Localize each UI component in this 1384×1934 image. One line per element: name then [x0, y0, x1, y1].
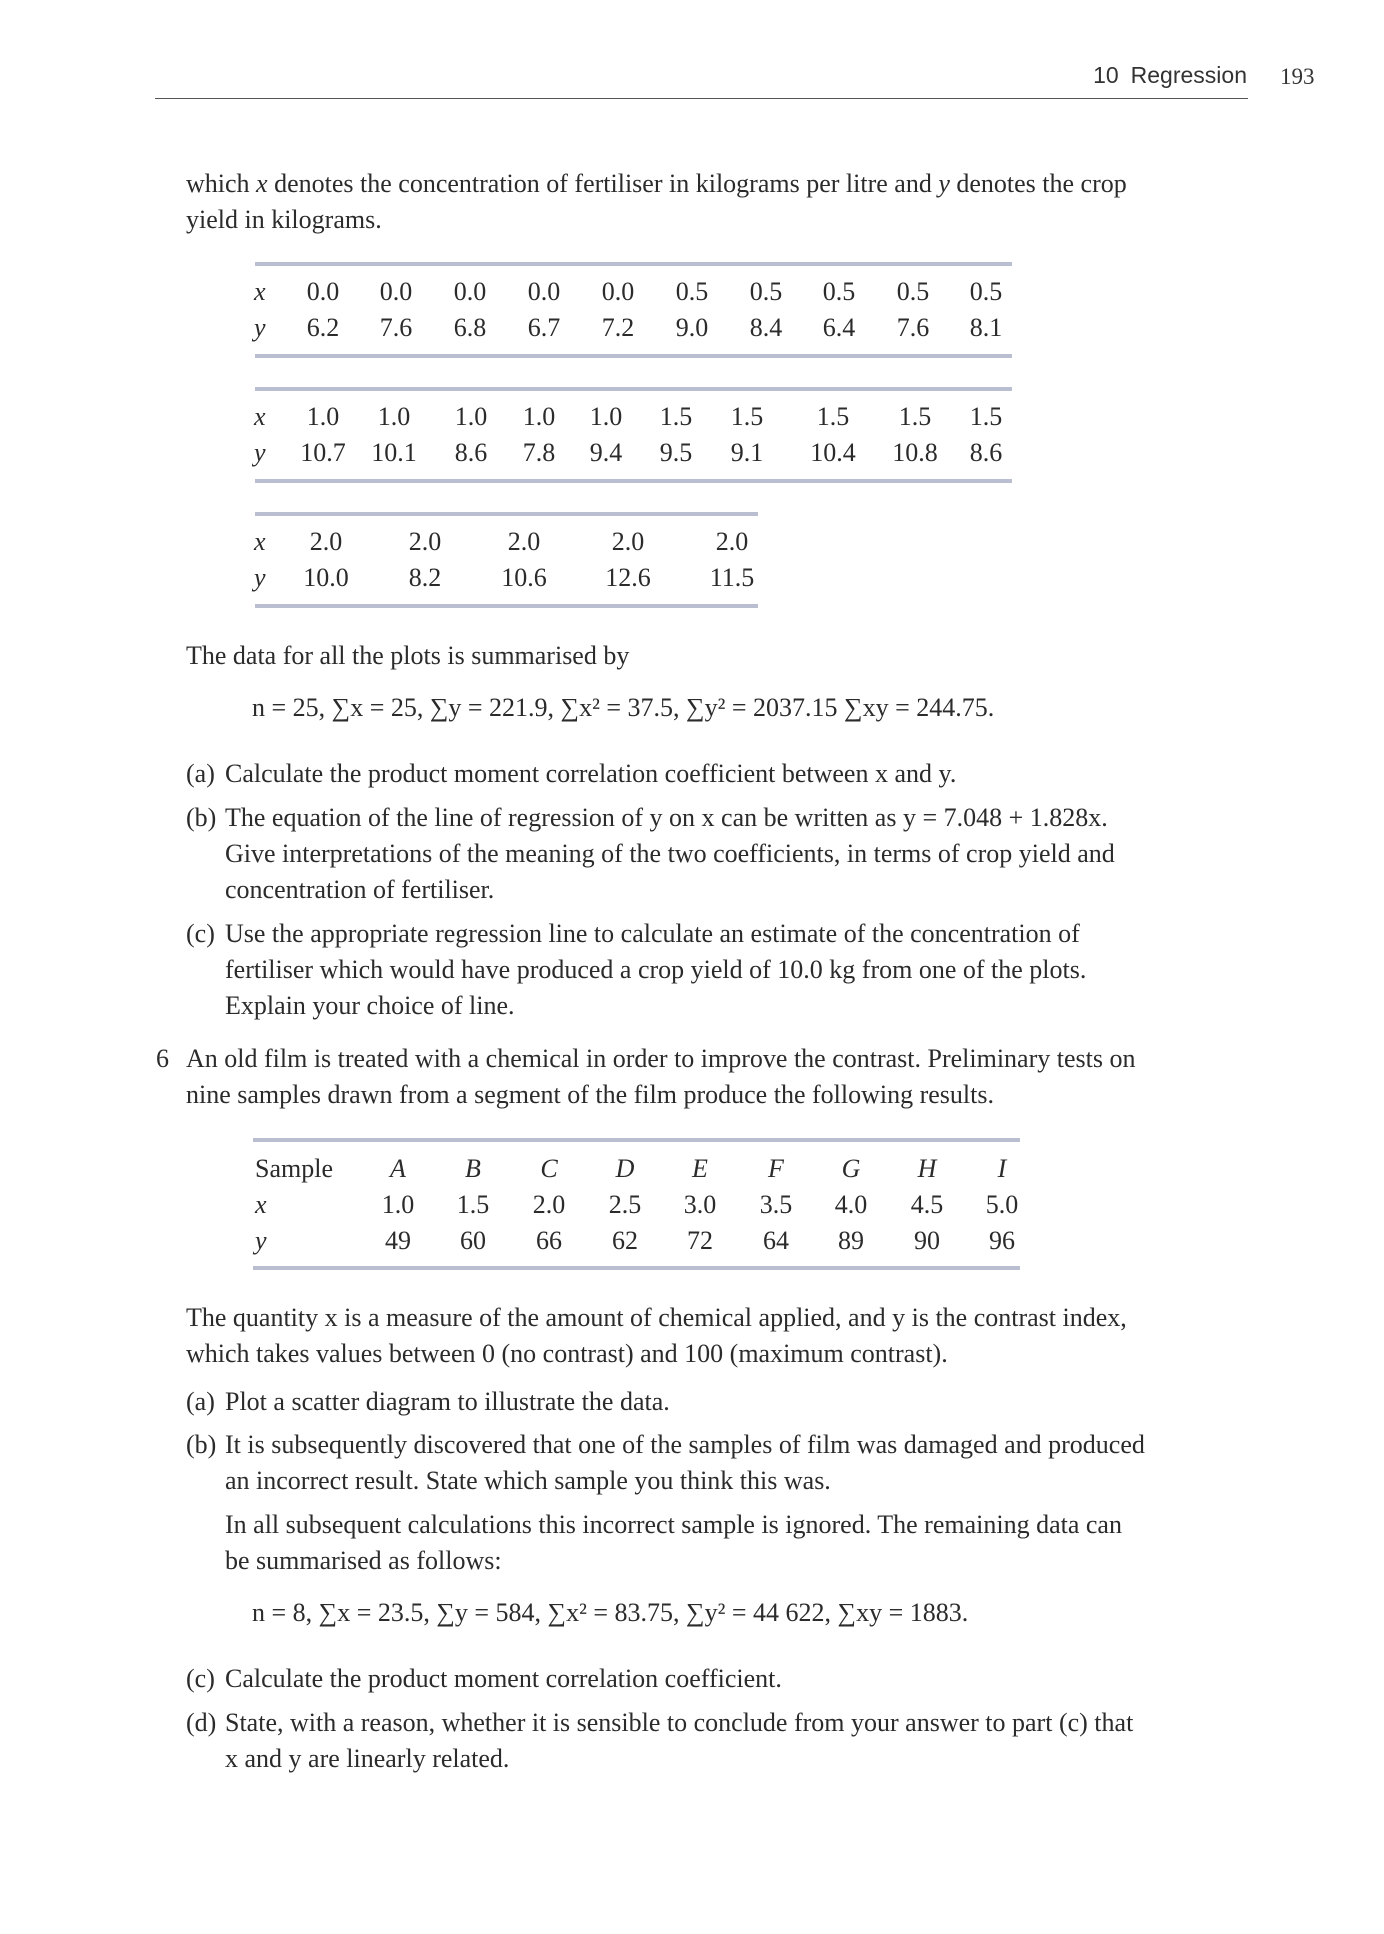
- part-text: Plot a scatter diagram to illustrate the data.: [225, 1387, 670, 1416]
- table-cell: 0.5: [822, 277, 856, 306]
- part-line: Use the appropriate regression line to calculate an estimate of the concentration of: [225, 919, 1080, 948]
- header-rule: [155, 98, 1248, 99]
- table-bottom-rule: [255, 479, 1012, 483]
- part-label: (b): [186, 803, 217, 832]
- row-label-sample: Sample: [255, 1154, 333, 1183]
- part-label: (d): [186, 1708, 217, 1737]
- intro-line-2: yield in kilograms.: [186, 205, 382, 234]
- table-cell: 1.0: [589, 402, 623, 431]
- part-line: The equation of the line of regression of y on x can be written as y = 7.048 + 1.828x.: [225, 803, 1108, 832]
- part-line: It is subsequently discovered that one of the samples of film was damaged and produced: [225, 1430, 1145, 1459]
- chapter-number: 10: [1093, 62, 1119, 88]
- sample-header-cell: I: [997, 1154, 1007, 1183]
- table-top-rule: [253, 1138, 1020, 1142]
- part-label: (c): [186, 1664, 215, 1693]
- table-cell: 4.5: [910, 1190, 944, 1219]
- part-line: an incorrect result. State which sample you think this was.: [225, 1466, 831, 1495]
- table-cell: 0.0: [453, 277, 487, 306]
- table-cell: 8.6: [969, 438, 1003, 467]
- table-cell: 4.0: [834, 1190, 868, 1219]
- table-cell: 62: [612, 1226, 638, 1255]
- sample-header-cell: D: [615, 1154, 635, 1183]
- table-cell: 2.5: [608, 1190, 642, 1219]
- table-cell: 1.5: [898, 402, 932, 431]
- q6-description: [186, 1300, 1256, 1372]
- table-cell: 10.0: [303, 563, 349, 592]
- part-line: Explain your choice of line.: [225, 991, 515, 1020]
- table-cell: 6.7: [527, 313, 561, 342]
- table-cell: 66: [536, 1226, 562, 1255]
- sample-header-cell: A: [390, 1154, 406, 1183]
- table-cell: 64: [763, 1226, 789, 1255]
- table-cell: 8.6: [454, 438, 488, 467]
- sample-header-cell: B: [465, 1154, 481, 1183]
- table-cell: 89: [838, 1226, 864, 1255]
- part-label: (b): [186, 1430, 217, 1459]
- row-label-x: x: [254, 277, 266, 306]
- sample-header-cell: H: [917, 1154, 937, 1183]
- table-cell: 1.0: [306, 402, 340, 431]
- question-part-b: [186, 800, 1256, 908]
- table-cell: 0.0: [601, 277, 635, 306]
- sample-header-cell: F: [768, 1154, 784, 1183]
- desc-line-1: The quantity x is a measure of the amount of chemical applied, and y is the contrast index,: [186, 1303, 1127, 1332]
- table-cell: 7.6: [379, 313, 413, 342]
- table-cell: 8.2: [408, 563, 442, 592]
- sample-header-cell: G: [841, 1154, 861, 1183]
- q6-summary-formula: n = 8, ∑x = 23.5, ∑y = 584, ∑x² = 83.75, ∑y² = 44 622, ∑xy = 1883.: [252, 1598, 969, 1627]
- intro-text-b: denotes the concentration of fertiliser in kilograms per litre and: [267, 169, 939, 198]
- table-cell: 9.0: [675, 313, 709, 342]
- table-cell: 2.0: [715, 527, 749, 556]
- part-label: (c): [186, 919, 215, 948]
- table-cell: 9.4: [589, 438, 623, 467]
- part-label: (a): [186, 759, 215, 788]
- intro-paragraph: [186, 166, 1256, 238]
- table-cell: 0.0: [379, 277, 413, 306]
- row-label-y: y: [254, 438, 266, 467]
- table-cell: 1.0: [454, 402, 488, 431]
- row-label-y: y: [254, 313, 266, 342]
- table-cell: 10.7: [300, 438, 346, 467]
- table-cell: 8.1: [969, 313, 1003, 342]
- table-cell: 0.5: [675, 277, 709, 306]
- table-cell: 0.5: [749, 277, 783, 306]
- row-label-y: y: [255, 1226, 267, 1255]
- question-part-a: [186, 756, 1256, 792]
- summary-formula: n = 25, ∑x = 25, ∑y = 221.9, ∑x² = 37.5, ∑y² = 2037.15 ∑xy = 244.75.: [252, 693, 995, 722]
- part-line: be summarised as follows:: [225, 1546, 502, 1575]
- table-top-rule: [255, 387, 1012, 391]
- table-cell: 1.0: [522, 402, 556, 431]
- table-cell: 3.5: [759, 1190, 793, 1219]
- q6-part-d: [186, 1705, 1256, 1777]
- table-cell: 7.6: [896, 313, 930, 342]
- part-line: x and y are linearly related.: [225, 1744, 510, 1773]
- row-label-x: x: [254, 527, 266, 556]
- table-cell: 0.5: [896, 277, 930, 306]
- table-cell: 1.5: [456, 1190, 490, 1219]
- running-header: [1093, 62, 1247, 89]
- chapter-title: Regression: [1130, 62, 1247, 88]
- q6-part-b: [186, 1427, 1256, 1579]
- table-cell: 0.5: [969, 277, 1003, 306]
- page-number: 193: [1280, 64, 1315, 89]
- sample-header-cell: C: [540, 1154, 558, 1183]
- table-cell: 1.0: [381, 1190, 415, 1219]
- question-part-c: [186, 916, 1256, 1024]
- table-cell: 1.5: [816, 402, 850, 431]
- table-cell: 6.4: [822, 313, 856, 342]
- intro-var-y: y: [938, 169, 950, 198]
- desc-line-2: which takes values between 0 (no contrast) and 100 (maximum contrast).: [186, 1339, 948, 1368]
- table-cell: 2.0: [611, 527, 645, 556]
- table-cell: 9.1: [730, 438, 764, 467]
- table-cell: 60: [460, 1226, 486, 1255]
- table-cell: 49: [385, 1226, 411, 1255]
- table-cell: 9.5: [659, 438, 693, 467]
- table-cell: 10.4: [810, 438, 856, 467]
- table-cell: 2.0: [507, 527, 541, 556]
- table-cell: 10.8: [892, 438, 938, 467]
- table-cell: 2.0: [408, 527, 442, 556]
- q6-part-a: [186, 1384, 1256, 1420]
- table-cell: 72: [687, 1226, 713, 1255]
- table-cell: 10.6: [501, 563, 547, 592]
- part-line: fertiliser which would have produced a crop yield of 10.0 kg from one of the plots.: [225, 955, 1087, 984]
- table-top-rule: [255, 512, 758, 516]
- table-cell: 96: [989, 1226, 1015, 1255]
- row-label-x: x: [255, 1190, 267, 1219]
- table-cell: 0.0: [527, 277, 561, 306]
- part-line: concentration of fertiliser.: [225, 875, 495, 904]
- table-cell: 90: [914, 1226, 940, 1255]
- table-cell: 1.5: [730, 402, 764, 431]
- q6-line-2: nine samples drawn from a segment of the film produce the following results.: [186, 1080, 994, 1109]
- table-cell: 10.1: [371, 438, 417, 467]
- part-line: Give interpretations of the meaning of the two coefficients, in terms of crop yield and: [225, 839, 1115, 868]
- table-cell: 8.4: [749, 313, 783, 342]
- q6-line-1: An old film is treated with a chemical in order to improve the contrast. Preliminary tests on: [186, 1044, 1136, 1073]
- table-cell: 2.0: [309, 527, 343, 556]
- table-top-rule: [255, 262, 1012, 266]
- table-bottom-rule: [255, 354, 1012, 358]
- table-cell: 6.2: [306, 313, 340, 342]
- table-cell: 6.8: [453, 313, 487, 342]
- part-text: Calculate the product moment correlation coefficient.: [225, 1664, 782, 1693]
- question-6-intro: [186, 1041, 1256, 1113]
- table-bottom-rule: [253, 1266, 1020, 1270]
- table-cell: 11.5: [709, 563, 755, 592]
- intro-text-a: which: [186, 169, 257, 198]
- part-label: (a): [186, 1387, 215, 1416]
- table-cell: 2.0: [532, 1190, 566, 1219]
- table-cell: 1.0: [377, 402, 411, 431]
- part-line: In all subsequent calculations this incorrect sample is ignored. The remaining data can: [225, 1510, 1122, 1539]
- table-cell: 7.2: [601, 313, 635, 342]
- table-bottom-rule: [255, 604, 758, 608]
- row-label-x: x: [254, 402, 266, 431]
- summary-text: The data for all the plots is summarised by: [186, 641, 630, 670]
- table-cell: 5.0: [985, 1190, 1019, 1219]
- intro-var-x: x: [256, 169, 268, 198]
- part-text: Calculate the product moment correlation coefficient between x and y.: [225, 759, 957, 788]
- table-cell: 0.0: [306, 277, 340, 306]
- intro-text-c: denotes the crop: [949, 169, 1127, 198]
- table-cell: 1.5: [969, 402, 1003, 431]
- sample-header-cell: E: [692, 1154, 708, 1183]
- q6-part-c: [186, 1661, 1256, 1697]
- table-cell: 7.8: [522, 438, 556, 467]
- row-label-y: y: [254, 563, 266, 592]
- part-line: State, with a reason, whether it is sensible to conclude from your answer to part (c) that: [225, 1708, 1134, 1737]
- question-number: 6: [156, 1044, 169, 1073]
- intro-line-1: [186, 166, 1256, 202]
- table-cell: 12.6: [605, 563, 651, 592]
- table-cell: 3.0: [683, 1190, 717, 1219]
- table-cell: 1.5: [659, 402, 693, 431]
